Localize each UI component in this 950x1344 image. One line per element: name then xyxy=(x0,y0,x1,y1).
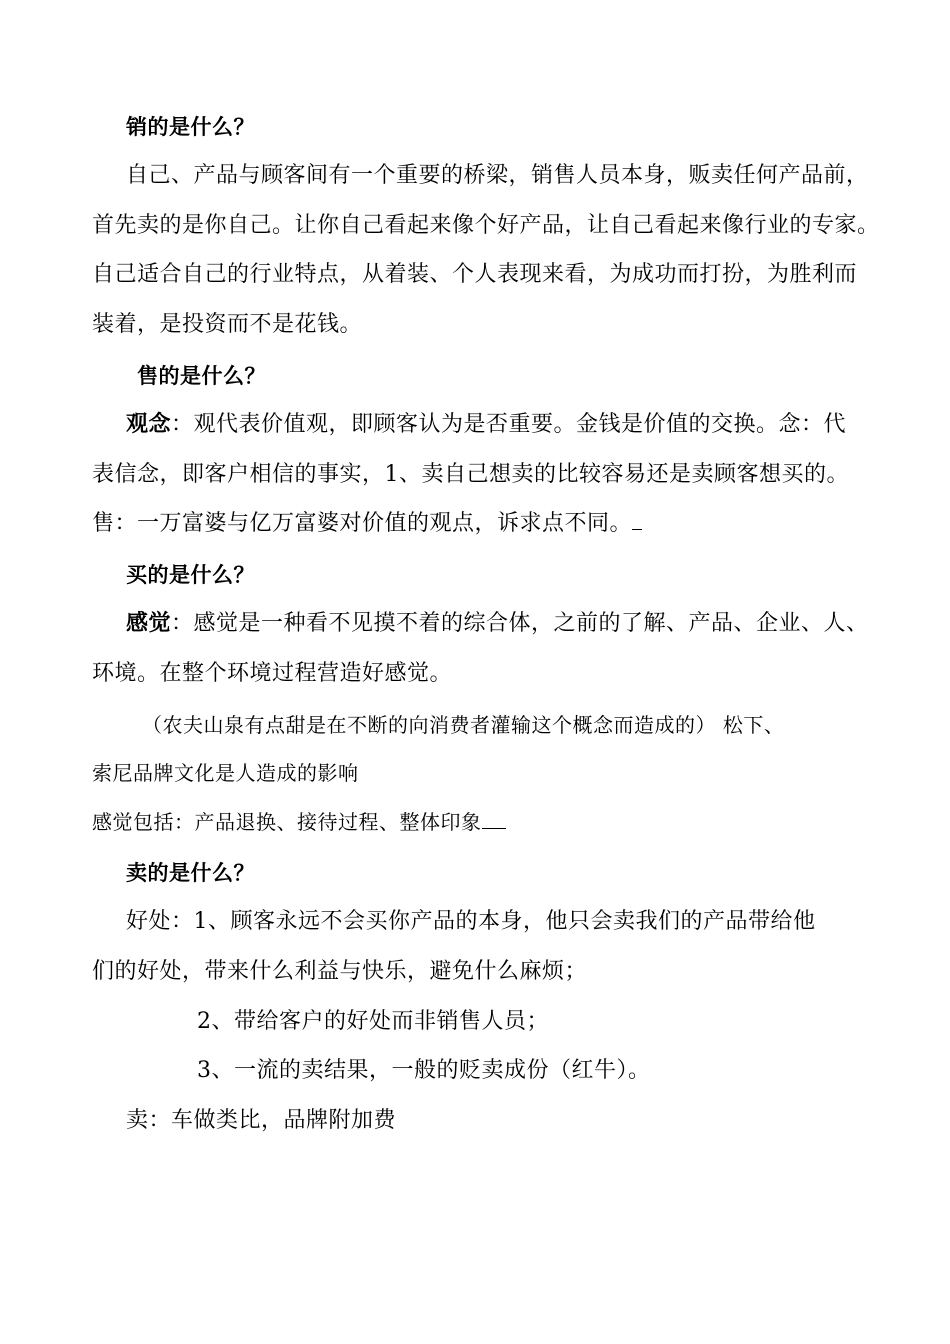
section-heading-mai-sell: 卖的是什么？ xyxy=(126,861,255,885)
paragraph-line xyxy=(92,509,642,539)
paragraph-text: 感觉包括：产品退换、接待过程、整体印象 xyxy=(92,810,482,834)
blank-underline xyxy=(482,808,506,829)
term-label: 观念 xyxy=(126,412,172,437)
paragraph-text: 售：一万富婆与亿万富婆对价值的观点，诉求点不同。 xyxy=(92,511,633,536)
blank-underline xyxy=(632,509,642,530)
section-heading-xiao: 销的是什么？ xyxy=(126,115,255,139)
paragraph-text: ：观代表价值观，即顾客认为是否重要。金钱是价值的交换。念：代 xyxy=(171,412,847,437)
paragraph-line: 表信念，即客户相信的事实，1、卖自己想卖的比较容易还是卖顾客想买的。 xyxy=(92,462,849,487)
section-heading-mai-buy: 买的是什么？ xyxy=(126,563,255,587)
paragraph-line xyxy=(126,410,846,440)
paragraph-line: 环境。在整个环境过程营造好感觉。 xyxy=(92,661,453,686)
paragraph-line: （农夫山泉有点甜是在不断的向消费者灌输这个概念而造成的） 松下、 xyxy=(142,713,785,737)
paragraph-line: 2、带给客户的好处而非销售人员； xyxy=(197,1009,549,1034)
paragraph-line: 好处：1、顾客永远不会买你产品的本身，他只会卖我们的产品带给他 xyxy=(126,909,816,934)
paragraph-line: 自己适合自己的行业特点，从着装、个人表现来看，为成功而打扮，为胜利而 xyxy=(92,262,858,287)
paragraph-line: 索尼品牌文化是人造成的影响 xyxy=(92,761,359,785)
paragraph-line xyxy=(92,807,506,837)
paragraph-line: 自己、产品与顾客间有一个重要的桥梁，销售人员本身，贩卖任何产品前， xyxy=(126,163,869,188)
paragraph-line: 们的好处，带来什么利益与快乐，避免什么麻烦； xyxy=(92,959,588,984)
paragraph-text: ：感觉是一种看不见摸不着的综合体，之前的了解、产品、企业、人、 xyxy=(171,611,869,636)
paragraph-line: 装着，是投资而不是花钱。 xyxy=(92,312,363,337)
paragraph-line: 首先卖的是你自己。让你自己看起来像个好产品，让自己看起来像行业的专家。 xyxy=(92,213,880,238)
paragraph-line xyxy=(126,609,869,639)
paragraph-line: 3、一流的卖结果，一般的贬卖成份（红牛）。 xyxy=(197,1058,651,1083)
paragraph-line: 卖：车做类比，品牌附加费 xyxy=(126,1108,397,1133)
section-heading-shou: 售的是什么？ xyxy=(137,364,266,388)
term-label: 感觉 xyxy=(126,611,172,636)
